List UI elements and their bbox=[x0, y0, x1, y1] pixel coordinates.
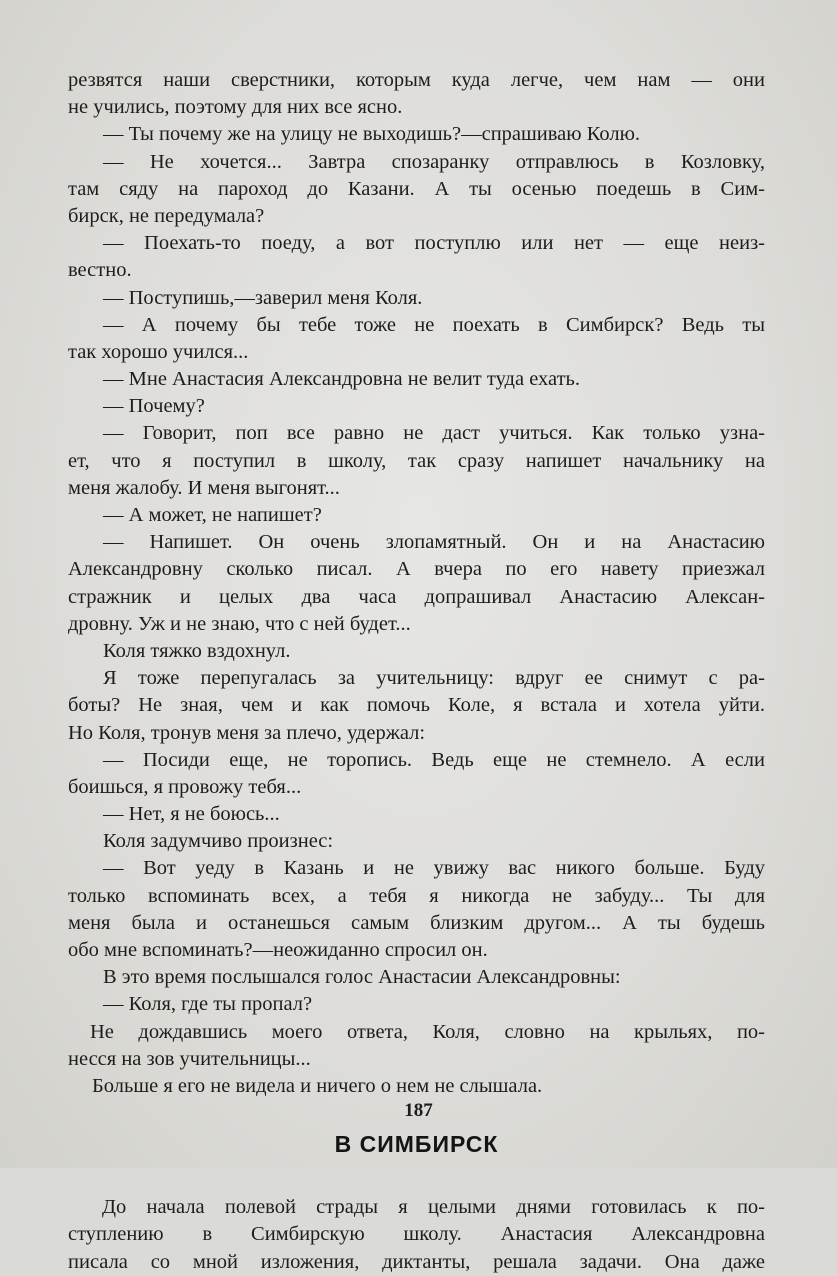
text-line: Но Коля, тронув меня за плечо, удержал: bbox=[68, 721, 426, 744]
text-line: — Поступишь,—заверил меня Коля. bbox=[103, 286, 423, 309]
text-line: — А может, не напишет? bbox=[103, 504, 322, 526]
text-line: — Напишет. Он очень злопамятный. Он и на Анастасию bbox=[103, 531, 765, 554]
text-line: Коля задумчиво произнес: bbox=[103, 830, 334, 853]
text-line: ступлению в Симбирскую школу. Анастасия Александровна bbox=[68, 1223, 765, 1246]
text-line: — Ты почему же на улицу не выходишь?—спрашиваю Колю. bbox=[103, 123, 641, 146]
text-line: В это время послышался голос Анастасии Александровны: bbox=[103, 966, 621, 989]
text-line: меня была и останешься самым близким другом... А ты будешь bbox=[68, 911, 765, 934]
text-line: Коля тяжко вздохнул. bbox=[103, 639, 291, 662]
text-line: — Поехать-то поеду, а вот поступлю или нет — еще неиз- bbox=[103, 232, 765, 255]
text-line: несся на зов учительницы... bbox=[68, 1047, 311, 1070]
text-line: — А почему бы тебе тоже не поехать в Симбирск? Ведь ты bbox=[103, 313, 765, 336]
text-line: — Говорит, поп все равно не даст учиться. Как только узна- bbox=[103, 422, 765, 445]
spacer bbox=[68, 1172, 765, 1194]
text-line: резвятся наши сверстники, которым куда легче, чем нам — они bbox=[68, 69, 765, 91]
chapter-heading: В СИМБИРСК bbox=[334, 1131, 499, 1158]
text-line: не учились, поэтому для них все ясно. bbox=[68, 96, 403, 119]
text-line: До начала полевой страды я целыми днями готовилась к по- bbox=[102, 1196, 765, 1219]
text-line: — Посиди еще, не торопись. Ведь еще не стемнело. А если bbox=[103, 748, 765, 771]
text-line: писала со мной изложения, диктанты, решала задачи. Она даже bbox=[68, 1250, 765, 1273]
text-line: — Вот уеду в Казань и не увижу вас никого больше. Буду bbox=[103, 857, 765, 880]
text-line: обо мне вспоминать?—неожиданно спросил он. bbox=[68, 939, 488, 961]
text-line: так хорошо учился... bbox=[68, 340, 249, 363]
text-line: — Мне Анастасия Александровна не велит туда ехать. bbox=[103, 368, 581, 391]
text-line: бирск, не передумала? bbox=[68, 204, 265, 227]
text-line: меня жалобу. И меня выгонят... bbox=[68, 476, 340, 499]
text-line: Не дождавшись моего ответа, Коля, словно на крыльях, по- bbox=[90, 1020, 765, 1043]
text-line: — Почему? bbox=[103, 395, 205, 418]
text-line: боты? Не зная, чем и как помочь Коле, я встала и хотела уйти. bbox=[68, 694, 765, 717]
text-line: вестно. bbox=[68, 259, 132, 282]
text-line: — Не хочется... Завтра спозаранку отправлюсь в Козловку, bbox=[103, 150, 765, 173]
body-text bbox=[68, 67, 765, 1276]
text-line: Больше я его не видела и ничего о нем не слышала. bbox=[92, 1074, 543, 1097]
text-line: дровну. Уж и не знаю, что с ней будет... bbox=[68, 612, 411, 635]
page-number: 187 bbox=[404, 1100, 433, 1121]
text-line: только вспоминать всех, а тебя я никогда не забуду... Ты для bbox=[68, 884, 765, 907]
text-line: ет, что я поступил в школу, так сразу напишет начальнику на bbox=[68, 449, 765, 472]
text-line: Я тоже перепугалась за учительницу: вдруг ее снимут с ра- bbox=[103, 667, 765, 690]
text-line: там сяду на пароход до Казани. А ты осенью поедешь в Сим- bbox=[68, 177, 765, 200]
text-line: — Нет, я не боюсь... bbox=[103, 803, 280, 826]
text-line: стражник и целых два часа допрашивал Анастасию Алексан- bbox=[68, 585, 765, 608]
text-line: боишься, я провожу тебя... bbox=[68, 775, 302, 798]
text-line: — Коля, где ты пропал? bbox=[103, 993, 313, 1016]
text-line: Александровну сколько писал. А вчера по его навету приезжал bbox=[68, 558, 765, 581]
